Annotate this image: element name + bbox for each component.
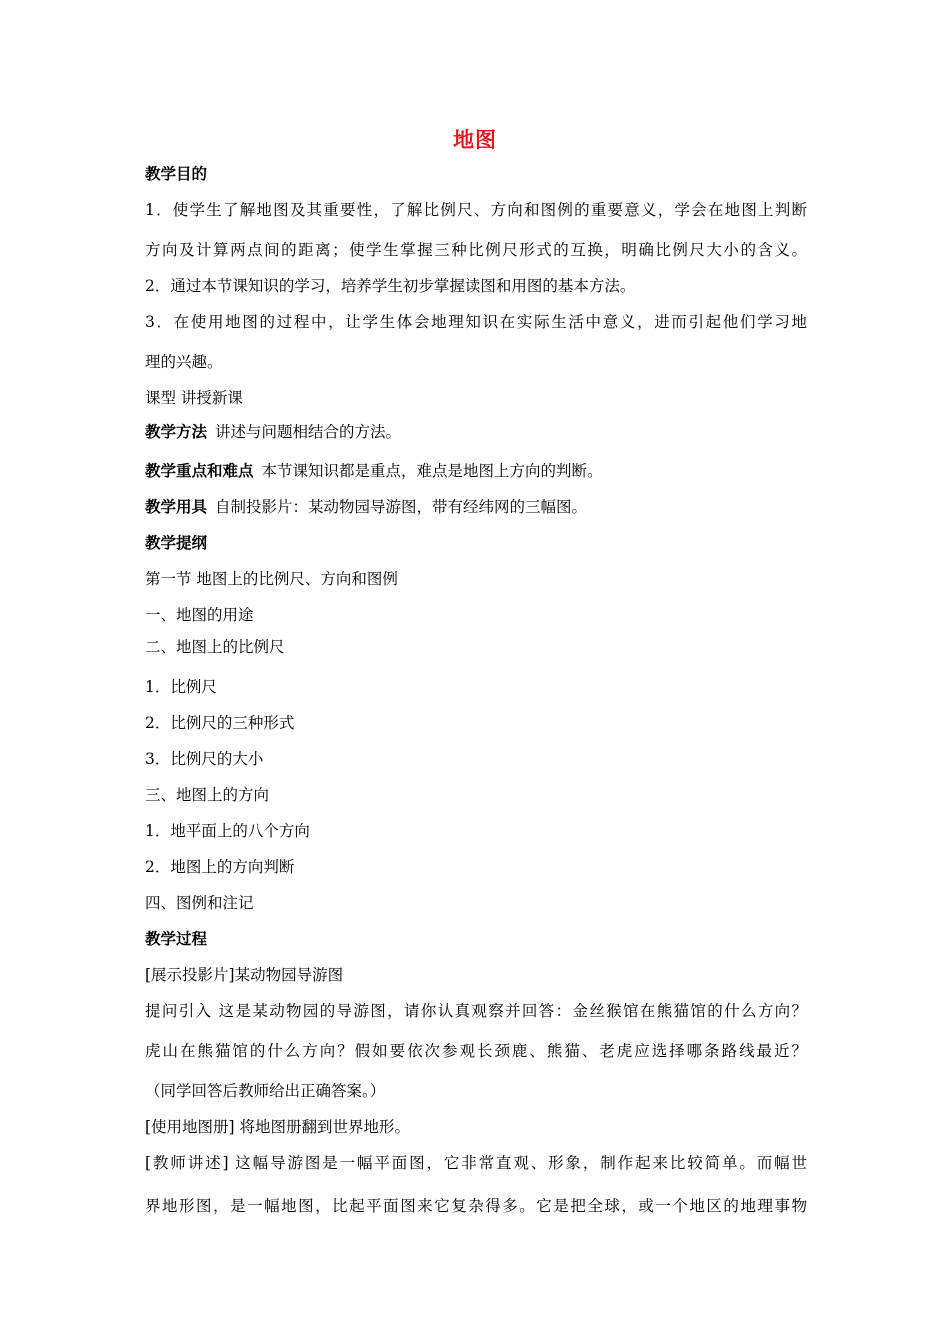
tools-text: 自制投影片：某动物园导游图，带有经纬网的三幅图。 [215, 498, 588, 516]
teaching-tools [145, 497, 587, 517]
outline-item: 3．比例尺的大小 [145, 750, 264, 768]
objective-3-line-2: 理的兴趣。 [145, 353, 223, 371]
objective-1-line-2: 方向及计算两点间的距离；使学生掌握三种比例尺形式的互换，明确比例尺大小的含义。 [145, 241, 807, 259]
objective-3-line-1: 3．在使用地图的过程中，让学生体会地理知识在实际生活中意义，进而引起他们学习地 [145, 313, 807, 331]
outline-item: 四、图例和注记 [145, 894, 254, 912]
keypoints-label: 教学重点和难点 [145, 462, 254, 480]
keypoints-text: 本节课知识都是重点，难点是地图上方向的判断。 [261, 462, 603, 480]
page-title: 地图 [453, 128, 497, 152]
outline-item: 三、地图上的方向 [145, 786, 270, 804]
objectives-heading: 教学目的 [145, 165, 208, 183]
teaching-method [145, 422, 401, 442]
process-paragraph: [使用地图册] 将地图册翻到世界地形。 [145, 1118, 411, 1136]
tools-label: 教学用具 [145, 498, 208, 516]
lesson-type: 课型 讲授新课 [145, 389, 243, 407]
key-points [145, 461, 603, 481]
process-paragraph: 虎山在熊猫馆的什么方向？假如要依次参观长颈鹿、熊猫、老虎应选择哪条路线最近？ [145, 1042, 807, 1060]
process-paragraph: 提问引入 这是某动物园的导游图，请你认真观察并回答：金丝猴馆在熊猫馆的什么方向？ [145, 1002, 807, 1020]
outline-item: 一、地图的用途 [145, 606, 254, 624]
process-heading: 教学过程 [145, 930, 208, 948]
outline-item: 1．比例尺 [145, 678, 217, 696]
process-paragraph: [教师讲述] 这幅导游图是一幅平面图，它非常直观、形象，制作起来比较简单。而幅世 [145, 1154, 807, 1172]
outline-item: 2．地图上的方向判断 [145, 858, 295, 876]
outline-item: 二、地图上的比例尺 [145, 638, 285, 656]
outline-item: 1．地平面上的八个方向 [145, 822, 310, 840]
process-paragraph: 界地形图，是一幅地图，比起平面图来它复杂得多。它是把全球，或一个地区的地理事物 [145, 1197, 807, 1215]
method-label: 教学方法 [145, 423, 208, 441]
objective-1-line-1: 1．使学生了解地图及其重要性，了解比例尺、方向和图例的重要意义，学会在地图上判断 [145, 201, 807, 219]
outline-item: 2．比例尺的三种形式 [145, 714, 295, 732]
method-text: 讲述与问题相结合的方法。 [215, 423, 402, 441]
process-paragraph: （同学回答后教师给出正确答案。） [145, 1082, 386, 1100]
process-paragraph: [展示投影片]某动物园导游图 [145, 966, 344, 984]
objective-2: 2．通过本节课知识的学习，培养学生初步掌握读图和用图的基本方法。 [145, 277, 636, 295]
outline-item: 第一节 地图上的比例尺、方向和图例 [145, 570, 398, 588]
outline-heading: 教学提纲 [145, 534, 208, 552]
